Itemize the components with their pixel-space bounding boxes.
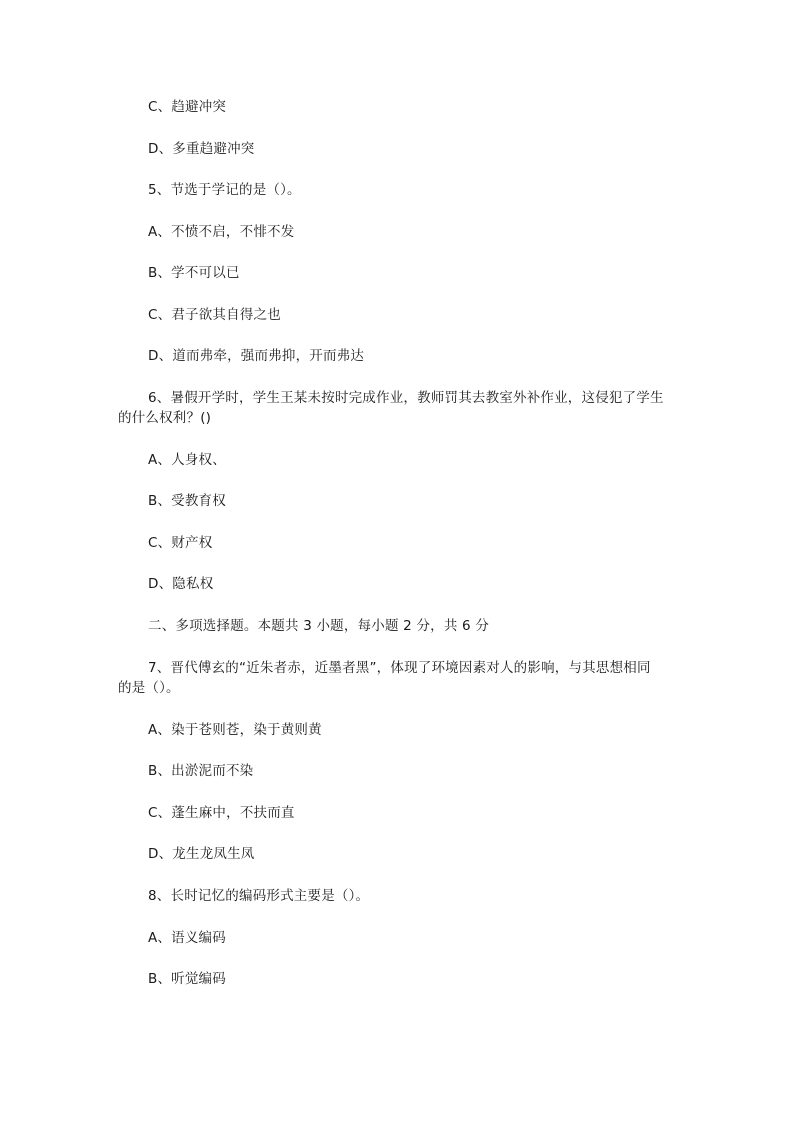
- question-7-line-2: 的是（）。: [118, 680, 180, 696]
- q7-option-c: C、蓬生麻中，不扶而直: [148, 805, 295, 821]
- option-d-line: D、多重趋避冲突: [148, 141, 255, 157]
- q6-option-a: A、人身权、: [148, 452, 226, 468]
- q6-option-d: D、隐私权: [148, 576, 214, 592]
- q5-option-d: D、道而弗牵，强而弗抑，开而弗达: [148, 348, 365, 364]
- q8-option-b: B、听觉编码: [148, 971, 226, 987]
- q7-option-b: B、出淤泥而不染: [148, 763, 254, 779]
- question-8: 8、长时记忆的编码形式主要是（）。: [148, 888, 370, 904]
- option-c-line: C、趋避冲突: [148, 99, 227, 115]
- q7-option-d: D、龙生龙凤生凤: [148, 846, 255, 862]
- q7-option-a: A、染于苍则苍，染于黄则黄: [148, 722, 322, 738]
- section-heading: 二、多项选择题。本题共 3 小题，每小题 2 分，共 6 分: [148, 618, 490, 634]
- question-6-line-2: 的什么权利？(): [118, 410, 212, 426]
- q5-option-b: B、学不可以已: [148, 265, 240, 281]
- question-7-line-1: 7、晋代傅玄的“近朱者赤，近墨者黑”，体现了环境因素对人的影响，与其思想相同: [148, 660, 651, 676]
- q6-option-b: B、受教育权: [148, 493, 226, 509]
- q6-option-c: C、财产权: [148, 535, 213, 551]
- question-6-line-1: 6、暑假开学时，学生王某未按时完成作业，教师罚其去教室外补作业，这侵犯了学生: [148, 390, 664, 406]
- q5-option-a: A、不愤不启，不悱不发: [148, 224, 295, 240]
- question-5: 5、节选于学记的是（）。: [148, 182, 301, 198]
- q5-option-c: C、君子欲其自得之也: [148, 307, 281, 323]
- q8-option-a: A、语义编码: [148, 930, 226, 946]
